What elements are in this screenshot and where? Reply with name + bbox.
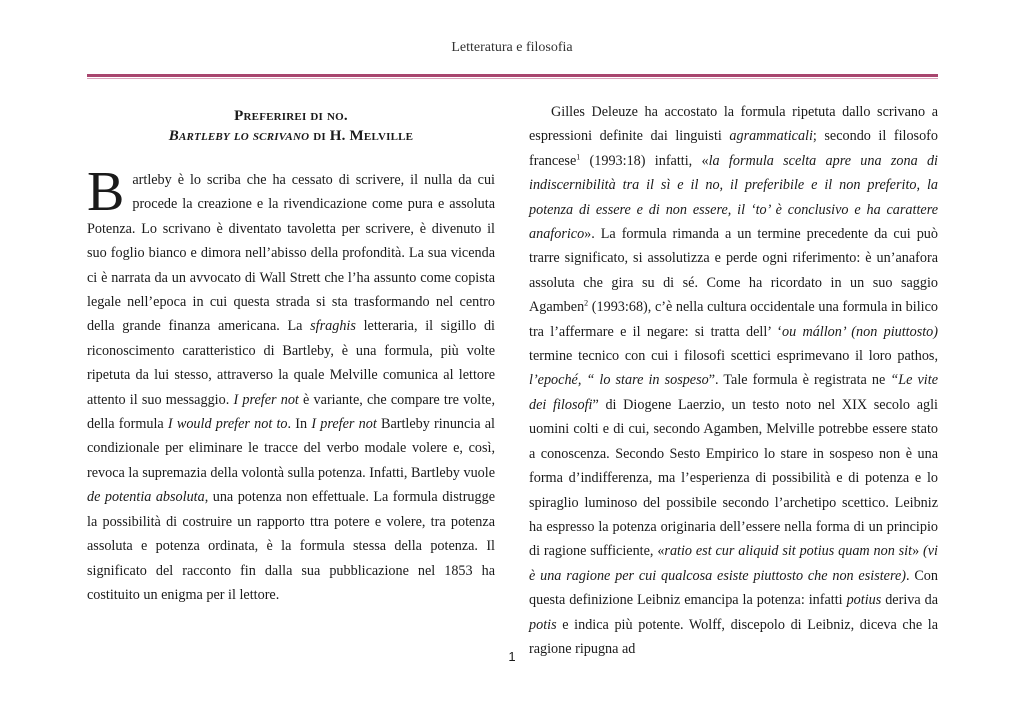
title-line-2 bbox=[87, 126, 495, 146]
text-run: Gilles Deleuze ha accostato la formula ripetuta dallo scrivano a espressioni definite dai linguisti bbox=[529, 104, 938, 145]
text-run: (1993:68), c’è nella cultura occidentale una formula in bilico tra l’affermare e il negare: si tratta dell’ ‘ bbox=[529, 299, 938, 340]
running-header: Letteratura e filosofia bbox=[451, 40, 573, 55]
body-paragraph-right bbox=[529, 100, 938, 661]
text-run: deriva da bbox=[881, 592, 938, 609]
italic-run: I prefer not bbox=[233, 391, 299, 408]
text-run: letteraria, il sigillo di riconoscimento caratteristico di Bartleby, è una formula, più volte ripetuta da lui stesso, attraverso la quale Melville comunica al lettore attento il suo messaggio. bbox=[87, 318, 495, 408]
italic-run: “Le vite dei filosofi bbox=[529, 372, 938, 413]
text-run: , una potenza non effettuale. La formula distrugge la possibilità di costruire un rapporto ttra potere e volere, tra potenza assoluta e potenza ordinata, è la formula stessa della potenza. Il significato del racconto fin dalla sua pubblicazione nel 1853 ha costituito un enigma per il lettore. bbox=[87, 489, 495, 603]
title-italic-part: Bartleby lo scrivano bbox=[168, 128, 310, 144]
article-title bbox=[87, 106, 495, 146]
text-run: . In bbox=[287, 416, 312, 433]
italic-run: ou mállon’ (non piuttosto) bbox=[781, 323, 938, 340]
italic-run: (vi è una ragione per cui qualcosa esiste piuttosto che non esistere) bbox=[529, 543, 938, 584]
italic-run: ratio est cur aliquid sit potius quam non sit bbox=[664, 543, 913, 560]
title-author-part: di H. Melville bbox=[309, 128, 414, 144]
header-rule bbox=[87, 74, 938, 77]
italic-run: I would prefer not to bbox=[167, 416, 288, 433]
text-run: . Con questa definizione Leibniz emancipa la potenza: infatti bbox=[529, 567, 938, 609]
italic-run: la formula scelta apre una zona di indiscernibilità tra il sì e il no, il preferibile e il non preferito, la potenza di essere e di non essere, il ‘to’ è conclusivo e ha carattere anaforico bbox=[529, 152, 938, 243]
body-paragraph-left bbox=[87, 161, 495, 607]
italic-run: l’epoché, “ lo stare in sospeso bbox=[529, 372, 709, 389]
footnote-ref: 2 bbox=[584, 298, 589, 308]
paragraph-runs bbox=[87, 161, 495, 603]
footnote-ref: 1 bbox=[576, 152, 581, 162]
text-run: ”. Tale formula è registrata ne bbox=[708, 372, 891, 389]
italic-run: sfraghis bbox=[310, 318, 356, 335]
text-run: e indica più potente. Wolff, discepolo di Leibniz, diceva che la ragione ripugna ad bbox=[529, 616, 938, 657]
text-run: » bbox=[912, 543, 924, 560]
page-number: 1 bbox=[508, 649, 516, 664]
italic-run: potius bbox=[846, 592, 882, 609]
text-run: artleby è lo scriba che ha cessato di scrivere, il nulla da cui procede la creazione e la rivendicazione come pura e assoluta Potenza. Lo scrivano è diventato tavoletta per scrivere, è divenuto il suo foglio bianco e dimora nell’abisso della profondità. La sua vicenda ci è narrata da un avvocato di Wall Strett che l’ha assunto come copista legale nell’epoca in cui questa strada si sta trasformando nel centro della grande finanza americana. La bbox=[87, 172, 495, 335]
text-run: ” di Diogene Laerzio, un testo noto nel XIX secolo agli uomini colti e di cui, secondo Agamben, Melville potrebbe essere stato a conoscenza. Secondo Sesto Empirico lo stare in sospeso non è una forma d’indifferenza, ma l’esperienza di possibilità e di potenza e lo spiraglio luminoso del possibile secondo l’archetipo scettico. Leibniz ha espresso la potenza originaria dell’essere nella forma di un principio di ragione sufficiente, « bbox=[529, 396, 938, 560]
text-run: ; secondo il filosofo francese bbox=[529, 128, 938, 169]
italic-run: I prefer not bbox=[311, 416, 377, 433]
right-column bbox=[529, 100, 938, 661]
left-column bbox=[87, 100, 495, 607]
italic-run: agrammaticali bbox=[729, 128, 813, 145]
text-run: Bartleby rinuncia al condizionale per eliminare le tracce del verbo modale volere e, così, revoca la supremazia della volontà sulla potenza. Infatti, Bartleby vuole bbox=[87, 416, 495, 481]
drop-cap: B bbox=[87, 161, 125, 223]
title-line-1: Preferirei di no. bbox=[234, 108, 348, 124]
text-run: (1993:18) infatti, « bbox=[580, 152, 709, 169]
text-run: ». La formula rimanda a un termine precedente da cui può trarre significato, si assolutizza e perde ogni riferimento: è un’anafora assoluta che gira su di sé. Come ha ricordato in un suo saggio Agamben bbox=[529, 226, 938, 316]
paragraph-runs bbox=[529, 104, 938, 657]
italic-run: de potentia absoluta bbox=[87, 489, 205, 506]
text-run: è variante, che compare tre volte, della formula bbox=[87, 391, 495, 433]
italic-run: potis bbox=[529, 616, 557, 633]
text-run: termine tecnico con cui i filosofi scettici esprimevano il loro pathos, bbox=[529, 348, 938, 365]
header-rule-thin bbox=[87, 78, 938, 79]
